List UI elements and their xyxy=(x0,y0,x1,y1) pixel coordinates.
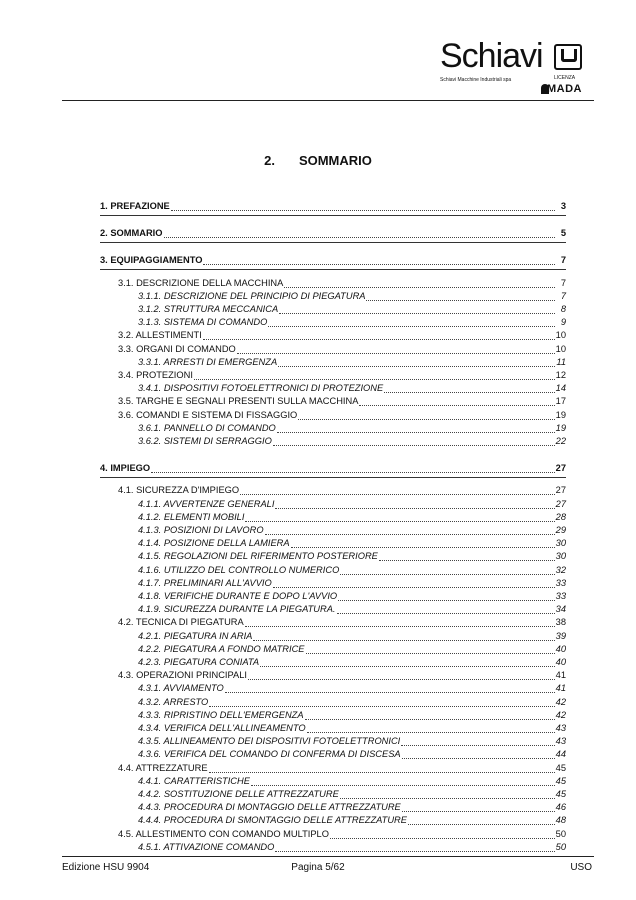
toc-leader-dots xyxy=(253,640,554,641)
toc-leader-dots xyxy=(306,653,555,654)
toc-entry xyxy=(138,524,566,536)
toc-entry xyxy=(138,422,566,434)
toc-leader-dots xyxy=(273,587,555,588)
logo-wordmark: Schiavi xyxy=(440,37,543,75)
footer-page-number: Pagina 5/62 xyxy=(291,862,345,873)
toc-entry-page: 33 xyxy=(555,591,566,601)
toc-separator xyxy=(100,269,566,270)
toc-entry-page: 30 xyxy=(555,538,566,549)
toc-entry-page: 7 xyxy=(560,277,566,288)
toc-entry xyxy=(118,277,566,289)
toc-entry-page: 19 xyxy=(555,409,566,420)
toc-entry xyxy=(118,409,566,421)
toc-entry xyxy=(138,382,566,394)
toc-entry xyxy=(138,682,566,694)
toc-entry xyxy=(138,290,566,302)
toc-entry-page: 33 xyxy=(555,577,566,588)
toc-leader-dots xyxy=(279,313,555,314)
toc-entry-page: 7 xyxy=(560,255,566,266)
logo-amada: MADA xyxy=(547,83,582,95)
toc-entry-label: 4.3.3. RIPRISTINO DELL'EMERGENZA xyxy=(138,709,304,720)
toc-entry-page: 32 xyxy=(555,564,566,575)
toc-leader-dots xyxy=(203,264,555,265)
toc-entry-label: 3.6.2. SISTEMI DI SERRAGGIO xyxy=(138,436,272,446)
toc-leader-dots xyxy=(275,508,554,509)
toc-entry-page: 8 xyxy=(560,304,566,314)
toc-entry-label: 3.1.2. STRUTTURA MECCANICA xyxy=(138,304,279,314)
toc-leader-dots xyxy=(337,613,555,614)
toc-entry-label: 3.3. ORGANI DI COMANDO xyxy=(118,343,236,354)
toc-entry-page: 42 xyxy=(555,696,566,707)
toc-entry xyxy=(118,616,566,628)
toc-entry-label: 4.2.3. PIEGATURA CONIATA xyxy=(138,657,260,667)
toc-entry-label: 4.5. ALLESTIMENTO CON COMANDO MULTIPLO xyxy=(118,828,329,839)
toc-leader-dots xyxy=(284,287,555,288)
toc-leader-dots xyxy=(384,392,554,393)
toc-leader-dots xyxy=(268,326,555,327)
toc-entry-page: 27 xyxy=(555,463,566,474)
toc-leader-dots xyxy=(151,472,555,473)
toc-entry-label: 4.1.4. POSIZIONE DELLA LAMIERA xyxy=(138,538,290,549)
toc-leader-dots xyxy=(402,811,555,812)
toc-leader-dots xyxy=(307,732,555,733)
toc-entry-page: 50 xyxy=(555,828,566,839)
toc-entry-page: 27 xyxy=(555,498,566,509)
toc-entry-label: 4.3.2. ARRESTO xyxy=(138,696,209,707)
toc-leader-dots xyxy=(225,692,555,693)
toc-leader-dots xyxy=(245,521,554,522)
toc-entry xyxy=(138,801,566,813)
toc-entry xyxy=(138,356,566,368)
toc-entry-label: 4.1.6. UTILIZZO DEL CONTROLLO NUMERICO xyxy=(138,564,340,575)
toc-entry-label: 3.4.1. DISPOSITIVI FOTOELETTRONICI DI PROTEZIONE xyxy=(138,383,384,394)
toc-leader-dots xyxy=(379,560,555,561)
toc-leader-dots xyxy=(164,237,556,238)
toc-entry xyxy=(138,590,566,602)
toc-leader-dots xyxy=(340,798,555,799)
toc-entry xyxy=(100,254,566,266)
footer-section: USO xyxy=(570,862,592,873)
toc-leader-dots xyxy=(278,366,555,367)
toc-entry-page: 40 xyxy=(555,657,566,667)
toc-entry-page: 48 xyxy=(555,815,566,826)
toc-entry-page: 30 xyxy=(555,551,566,562)
toc-entry-label: 4.5.1. ATTIVAZIONE COMANDO xyxy=(138,841,275,852)
toc-entry-page: 11 xyxy=(556,356,566,367)
toc-entry-page: 40 xyxy=(555,643,566,654)
toc-entry-page: 45 xyxy=(555,789,566,799)
toc-entry-page: 42 xyxy=(555,709,566,720)
toc-entry-page: 5 xyxy=(560,228,566,239)
toc-leader-dots xyxy=(203,339,555,340)
toc-entry-label: 4.3.4. VERIFICA DELL'ALLINEAMENTO xyxy=(138,723,306,733)
toc-entry-label: 3. EQUIPAGGIAMENTO xyxy=(100,255,203,266)
toc-leader-dots xyxy=(298,419,554,420)
logo-licence: LICENZA xyxy=(554,75,576,81)
toc-entry-page: 19 xyxy=(555,422,566,433)
toc-separator xyxy=(100,215,566,216)
toc-entry-label: 4.1.1. AVVERTENZE GENERALI xyxy=(138,498,275,509)
toc-leader-dots xyxy=(260,666,555,667)
toc-leader-dots xyxy=(273,445,555,446)
toc-entry xyxy=(138,788,566,800)
toc-entry-label: 3.5. TARGHE E SEGNALI PRESENTI SULLA MACCHINA xyxy=(118,396,359,407)
toc-entry-page: 46 xyxy=(555,802,566,813)
toc-entry-label: 4.4.1. CARATTERISTICHE xyxy=(138,775,250,786)
toc-entry xyxy=(100,227,566,239)
toc-entry-page: 44 xyxy=(555,749,566,760)
toc-entry-page: 17 xyxy=(555,396,566,407)
toc-entry-page: 7 xyxy=(560,290,566,301)
toc-entry-label: 3.1.3. SISTEMA DI COMANDO xyxy=(138,317,268,328)
toc-entry-page: 10 xyxy=(555,343,566,354)
toc-leader-dots xyxy=(401,745,554,746)
toc-entry xyxy=(138,696,566,708)
toc-entry xyxy=(138,841,566,853)
toc-leader-dots xyxy=(248,679,555,680)
logo-mark-icon xyxy=(554,44,582,70)
toc-entry-label: 3.6. COMANDI E SISTEMA DI FISSAGGIO xyxy=(118,409,298,420)
toc-entry-page: 29 xyxy=(555,525,566,535)
toc-entry-page: 45 xyxy=(555,762,566,773)
toc-entry xyxy=(138,498,566,510)
toc-entry-label: 4.1.5. REGOLAZIONI DEL RIFERIMENTO POSTERIORE xyxy=(138,551,378,562)
toc-leader-dots xyxy=(277,432,555,433)
toc-entry-page: 50 xyxy=(555,841,566,852)
toc-entry-label: 4.1. SICUREZZA D'IMPIEGO xyxy=(118,485,240,496)
toc-entry xyxy=(138,303,566,315)
toc-entry xyxy=(138,577,566,589)
toc-leader-dots xyxy=(340,574,554,575)
page-header xyxy=(62,30,590,102)
toc-entry-page: 22 xyxy=(555,436,566,446)
toc-entry xyxy=(138,709,566,721)
toc-entry-label: 3.3.1. ARRESTI DI EMERGENZA xyxy=(138,356,278,367)
toc-entry-label: 4.1.2. ELEMENTI MOBILI xyxy=(138,511,245,522)
toc-entry-label: 4.4. ATTREZZATURE xyxy=(118,762,208,773)
schiavi-logo xyxy=(440,38,590,98)
toc-separator xyxy=(100,242,566,243)
toc-entry xyxy=(138,656,566,668)
toc-entry-page: 39 xyxy=(555,630,566,641)
toc-leader-dots xyxy=(359,405,554,406)
toc-entry xyxy=(138,564,566,576)
toc-entry xyxy=(138,722,566,734)
toc-entry-label: 3.2. ALLESTIMENTI xyxy=(118,330,202,341)
toc-entry-label: 4.1.7. PRELIMINARI ALL'AVVIO xyxy=(138,577,272,588)
toc-entry-label: 3.1. DESCRIZIONE DELLA MACCHINA xyxy=(118,277,284,288)
toc-entry-label: 3.4. PROTEZIONI xyxy=(118,370,193,380)
toc-entry-page: 34 xyxy=(555,604,566,615)
toc-entry-page: 45 xyxy=(555,775,566,786)
toc-entry-label: 4.1.9. SICUREZZA DURANTE LA PIEGATURA. xyxy=(138,604,336,615)
toc-entry-label: 2. SOMMARIO xyxy=(100,228,163,239)
toc-entry xyxy=(138,775,566,787)
toc-entry-label: 1. PREFAZIONE xyxy=(100,201,170,211)
toc-entry xyxy=(138,603,566,615)
toc-separator xyxy=(100,477,566,478)
toc-entry-label: 4.3.5. ALLINEAMENTO DEI DISPOSITIVI FOTOELETTRONICI xyxy=(138,736,401,747)
toc-entry xyxy=(138,435,566,447)
toc-entry-page: 10 xyxy=(555,330,566,341)
toc-leader-dots xyxy=(291,547,555,548)
toc-leader-dots xyxy=(171,210,555,211)
toc-leader-dots xyxy=(338,600,555,601)
title-text: SOMMARIO xyxy=(298,153,372,168)
toc-leader-dots xyxy=(330,838,555,839)
toc-entry xyxy=(138,748,566,760)
toc-entry-page: 9 xyxy=(560,317,566,328)
toc-leader-dots xyxy=(275,851,554,852)
toc-leader-dots xyxy=(265,534,555,535)
footer-rule xyxy=(62,856,594,857)
toc-leader-dots xyxy=(209,772,555,773)
toc-leader-dots xyxy=(209,706,554,707)
toc-leader-dots xyxy=(245,626,555,627)
toc-leader-dots xyxy=(237,353,555,354)
toc-entry-label: 4. IMPIEGO xyxy=(100,463,151,474)
toc-entry-page: 41 xyxy=(555,683,566,694)
toc-entry xyxy=(100,462,566,474)
toc-entry-page: 3 xyxy=(560,201,566,211)
toc-entry-label: 4.2.1. PIEGATURA IN ARIA xyxy=(138,630,253,641)
toc-entry-page: 41 xyxy=(555,670,566,681)
toc-entry xyxy=(118,484,566,496)
toc-entry-page: 12 xyxy=(555,370,566,380)
toc-entry-label: 4.4.4. PROCEDURA DI SMONTAGGIO DELLE ATTREZZATURE xyxy=(138,815,407,826)
toc-entry xyxy=(138,814,566,826)
toc-entry xyxy=(118,669,566,681)
toc-entry xyxy=(138,643,566,655)
toc-leader-dots xyxy=(194,379,555,380)
toc-entry-page: 38 xyxy=(555,617,566,628)
toc-leader-dots xyxy=(366,300,555,301)
toc-entry-page: 28 xyxy=(555,511,566,522)
toc-entry-label: 4.1.3. POSIZIONI DI LAVORO xyxy=(138,525,264,535)
toc-entry-label: 4.3.1. AVVIAMENTO xyxy=(138,683,224,694)
page-title xyxy=(0,153,636,168)
footer-edition: Edizione HSU 9904 xyxy=(62,862,150,873)
toc-entry-label: 4.2. TECNICA DI PIEGATURA xyxy=(118,617,244,628)
header-rule xyxy=(62,100,594,101)
toc-entry xyxy=(138,537,566,549)
toc-entry-label: 4.3.6. VERIFICA DEL COMANDO DI CONFERMA DI DISCESA xyxy=(138,749,401,760)
toc-entry-label: 4.3. OPERAZIONI PRINCIPALI xyxy=(118,670,247,681)
logo-subtitle: Schiavi Macchine Industriali spa xyxy=(440,77,512,83)
toc-entry-label: 4.2.2. PIEGATURA A FONDO MATRICE xyxy=(138,643,305,654)
toc-leader-dots xyxy=(305,719,555,720)
toc-entry xyxy=(118,828,566,840)
toc-entry-page: 43 xyxy=(555,736,566,747)
toc-entry xyxy=(118,762,566,774)
toc-entry xyxy=(118,343,566,355)
toc-entry xyxy=(118,395,566,407)
toc-entry xyxy=(100,200,566,212)
toc-entry xyxy=(138,735,566,747)
toc-leader-dots xyxy=(251,785,555,786)
toc-entry-page: 14 xyxy=(555,383,566,394)
toc-entry-label: 3.1.1. DESCRIZIONE DEL PRINCIPIO DI PIEGATURA xyxy=(138,290,366,301)
toc-entry xyxy=(138,511,566,523)
toc-entry-label: 4.1.8. VERIFICHE DURANTE E DOPO L'AVVIO xyxy=(138,591,338,601)
toc-entry xyxy=(118,329,566,341)
toc-entry xyxy=(138,550,566,562)
toc-entry-label: 4.4.2. SOSTITUZIONE DELLE ATTREZZATURE xyxy=(138,789,339,799)
title-number: 2. xyxy=(264,153,275,168)
toc-leader-dots xyxy=(240,494,555,495)
toc-entry xyxy=(118,369,566,381)
toc-leader-dots xyxy=(402,758,555,759)
toc-entry-page: 43 xyxy=(555,723,566,733)
toc-entry xyxy=(138,630,566,642)
toc-entry-page: 27 xyxy=(555,485,566,496)
toc-entry xyxy=(138,316,566,328)
toc-entry-label: 4.4.3. PROCEDURA DI MONTAGGIO DELLE ATTREZZATURE xyxy=(138,802,401,813)
toc-entry-label: 3.6.1. PANNELLO DI COMANDO xyxy=(138,422,276,433)
toc-leader-dots xyxy=(408,824,555,825)
